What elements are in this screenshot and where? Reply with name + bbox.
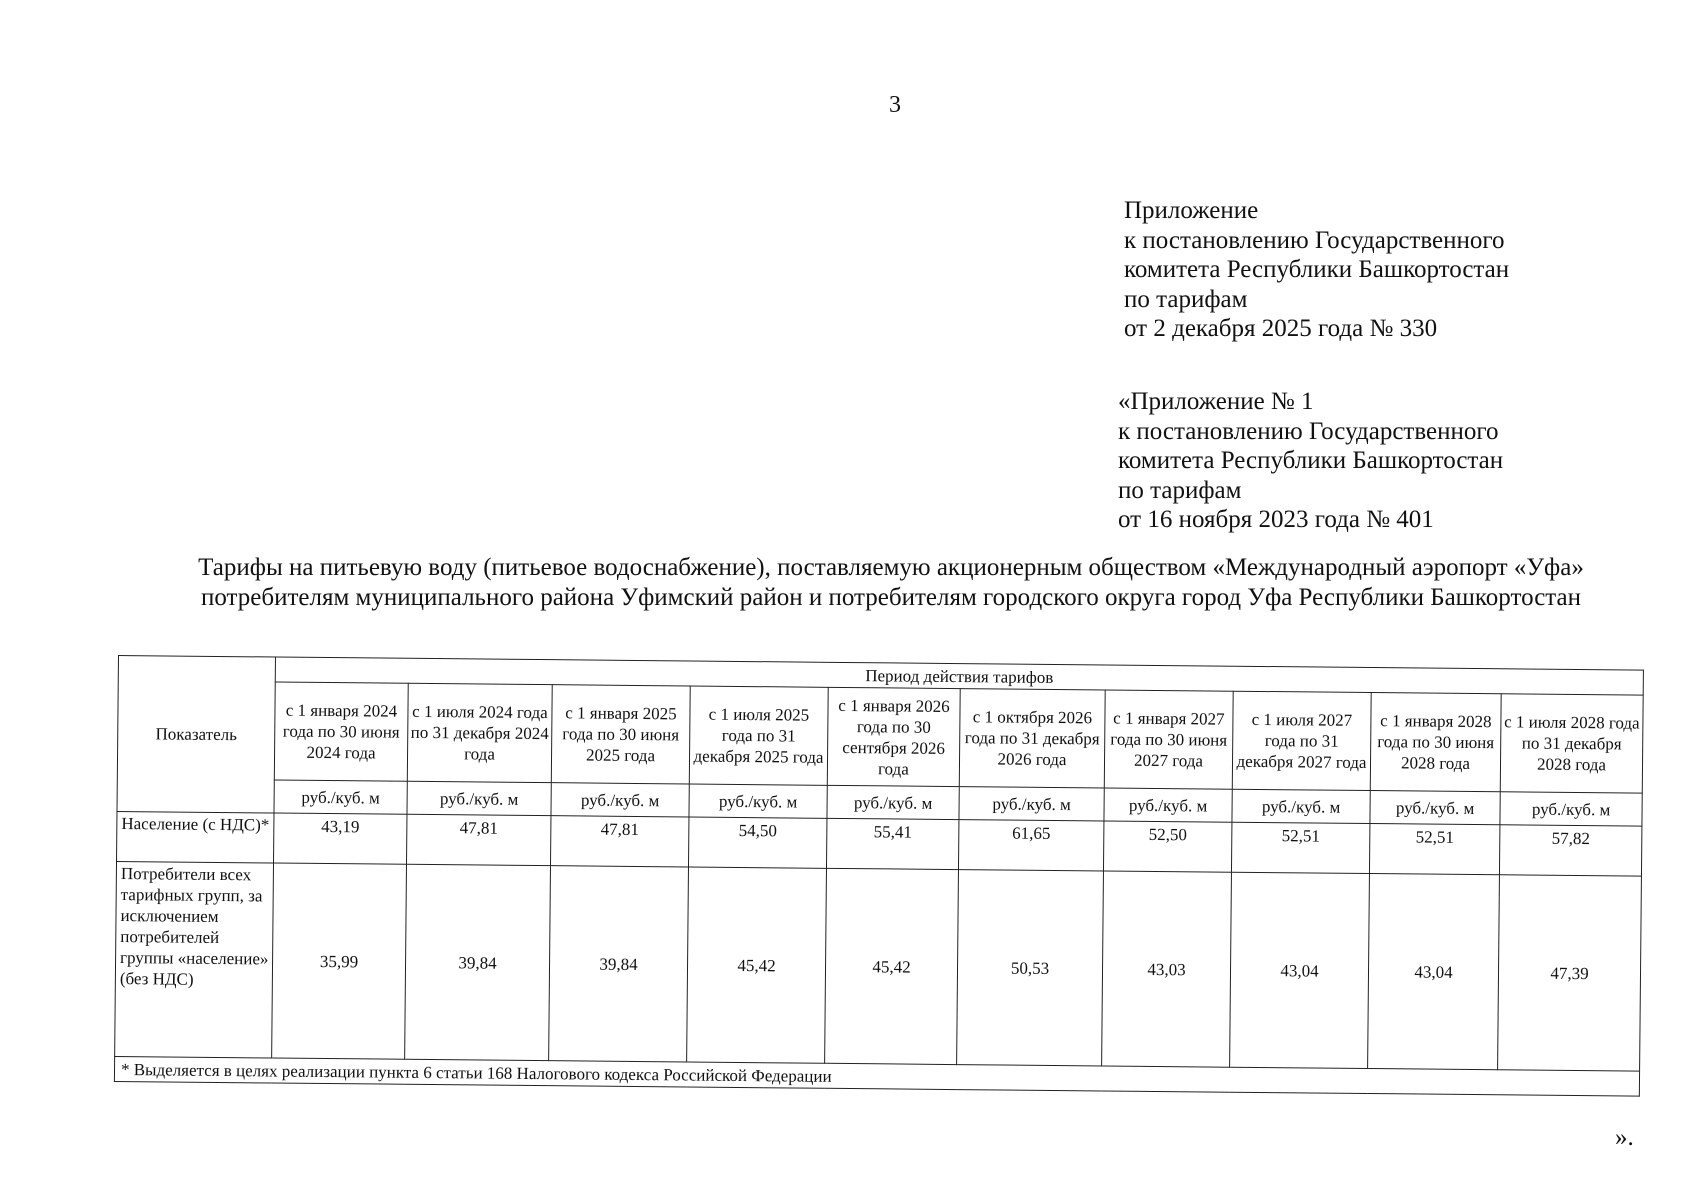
unit-cell: руб./куб. м [1232,789,1370,823]
indicator-header: Показатель [117,656,275,813]
unit-cell: руб./куб. м [1104,788,1232,822]
period-cell: с 1 июля 2025 года по 31 декабря 2025 года [689,686,828,785]
tariff-value-cell: 61,65 [958,820,1103,871]
appendix-original-line: по тарифам [1118,476,1242,504]
period-header: Период действия тарифов [275,657,1643,695]
unit-cell: руб./куб. м [551,783,689,817]
closing-quote: ». [1615,1124,1634,1151]
appendix-original [1118,387,1503,535]
tariff-value-cell: 47,39 [1498,875,1642,1071]
appendix-header-line: Приложение [1124,197,1259,224]
tariff-value-cell: 43,19 [274,813,407,864]
tariff-value-cell: 52,51 [1231,822,1369,873]
appendix-original-line: «Приложение № 1 [1118,388,1314,415]
unit-cell: руб./куб. м [1500,792,1642,826]
tariff-value-cell: 43,04 [1368,874,1500,1070]
tariff-value-cell: 47,81 [550,816,688,867]
appendix-header-line: к постановлению Государственного [1124,226,1505,254]
appendix-header-line: от 2 декабря 2025 года № 330 [1124,315,1438,342]
tariff-value-cell: 57,82 [1499,825,1641,876]
row-label-population: Население (с НДС)* [117,811,274,863]
tariff-value-cell: 54,50 [688,817,826,868]
row-label-other-consumers: Потребители всех тарифных групп, за исключением потребителей группы «население» (без НДС) [115,861,274,1057]
tariff-value-cell: 39,84 [405,864,551,1060]
tariff-value-cell: 52,50 [1103,821,1231,872]
page-number: 3 [889,92,901,118]
footnote: * Выделяется в целях реализации пункта 6 статьи 168 Налогового кодекса Российской Федерации [114,1056,1639,1096]
tariff-table [114,655,1644,1097]
appendix-header-line: по тарифам [1124,285,1248,313]
tariff-value-cell: 43,04 [1230,872,1370,1068]
appendix-header [1124,196,1509,344]
table-row [115,861,1642,1071]
tariff-table-wrapper [114,655,1643,1097]
tariff-value-cell: 47,81 [407,814,551,865]
tariff-value-cell: 45,42 [825,868,959,1064]
period-cell: с 1 января 2028 года по 30 июня 2028 года [1370,693,1501,792]
period-cell: с 1 июля 2028 года по 31 декабря 2028 года [1500,694,1643,793]
unit-cell: руб./куб. м [689,784,827,818]
period-row [117,681,1643,794]
unit-cell: руб./куб. м [959,787,1104,821]
unit-cell: руб./куб. м [1370,791,1500,825]
tariff-value-cell: 52,51 [1369,824,1499,875]
tariff-value-cell: 45,42 [687,867,827,1063]
document-title: Тарифы на питьевую воду (питьевое водоснабжение), поставляемую акционерным обществом «Международный аэропорт «Уфа» потребителям муниципального района Уфимский район и потребителям городского округа город Уфа Республики Башкортостан [198,554,1584,611]
period-cell: с 1 июля 2027 года по 31 декабря 2027 года [1232,691,1371,790]
period-cell: с 1 октября 2026 года по 31 декабря 2026 года [959,689,1105,788]
appendix-header-line: комитета Республики Башкортостан [1124,256,1510,283]
unit-cell: руб./куб. м [407,781,551,815]
tariff-value-cell: 39,84 [549,866,689,1062]
tariff-value-cell: 35,99 [272,863,407,1059]
tariff-value-cell: 55,41 [826,818,958,869]
appendix-original-line: комитета Республики Башкортостан [1118,447,1504,474]
tariff-value-cell: 43,03 [1102,871,1232,1067]
period-cell: с 1 июля 2024 года по 31 декабря 2024 года [407,683,552,782]
appendix-original-line: к постановлению Государственного [1118,417,1499,445]
period-cell: с 1 января 2024 года по 30 июня 2024 года [274,682,408,781]
unit-cell: руб./куб. м [274,780,407,814]
appendix-original-line: от 16 ноября 2023 года № 401 [1118,506,1434,533]
unit-cell: руб./куб. м [827,785,959,819]
period-cell: с 1 января 2026 года по 30 сентября 2026 года [827,687,960,786]
tariff-value-cell: 50,53 [957,870,1104,1066]
period-cell: с 1 января 2027 года по 30 июня 2027 года [1104,690,1233,789]
period-cell: с 1 января 2025 года по 30 июня 2025 года [551,685,690,784]
